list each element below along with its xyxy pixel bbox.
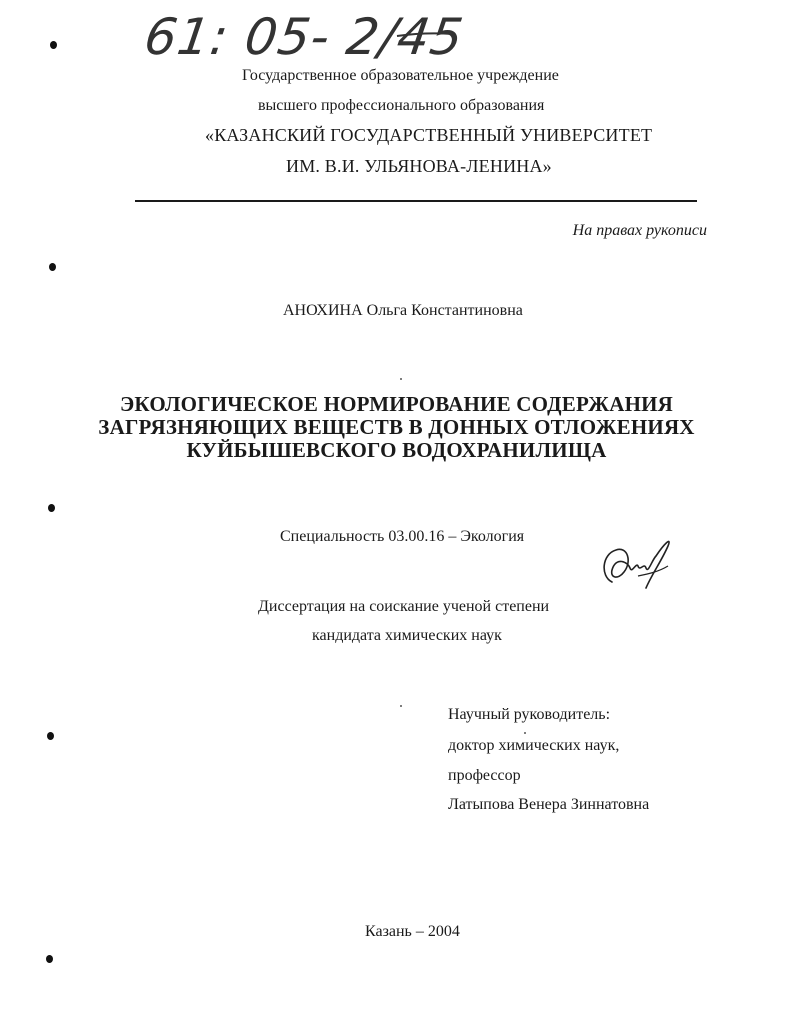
specialty: Специальность 03.00.16 – Экология bbox=[280, 528, 525, 545]
supervisor-degree: доктор химических наук, bbox=[448, 737, 620, 754]
scan-speck bbox=[524, 732, 526, 734]
handwritten-underline-stroke bbox=[395, 30, 455, 52]
binding-hole-mark bbox=[46, 955, 53, 963]
author-name: АНОХИНА Ольга Константиновна bbox=[283, 302, 523, 319]
binding-hole-mark bbox=[48, 504, 55, 512]
place-and-year: Казань – 2004 bbox=[365, 923, 460, 940]
dissertation-title-line-3: КУЙБЫШЕВСКОГО ВОДОХРАНИЛИЩА bbox=[186, 438, 607, 462]
binding-hole-mark bbox=[49, 263, 56, 271]
scan-speck bbox=[400, 378, 402, 380]
institution-line-1: Государственное образовательное учреждение bbox=[242, 67, 559, 84]
dissertation-line-2: кандидата химических наук bbox=[312, 627, 502, 644]
manuscript-note: На правах рукописи bbox=[572, 222, 707, 239]
supervisor-label: Научный руководитель: bbox=[448, 706, 611, 723]
header-divider bbox=[135, 200, 697, 202]
dissertation-title-line-1: ЭКОЛОГИЧЕСКОЕ НОРМИРОВАНИЕ СОДЕРЖАНИЯ bbox=[119, 392, 674, 416]
handwritten-archive-code: 61: 05- 2/45 bbox=[140, 8, 468, 66]
binding-hole-mark bbox=[47, 732, 54, 740]
institution-line-3: «КАЗАНСКИЙ ГОСУДАРСТВЕННЫЙ УНИВЕРСИТЕТ bbox=[205, 125, 653, 145]
dissertation-title-line-2: ЗАГРЯЗНЯЮЩИХ ВЕЩЕСТВ В ДОННЫХ ОТЛОЖЕНИЯХ bbox=[98, 415, 695, 439]
binding-hole-mark bbox=[50, 41, 57, 49]
signature-mark bbox=[598, 532, 676, 594]
institution-line-4: ИМ. В.И. УЛЬЯНОВА-ЛЕНИНА» bbox=[286, 156, 552, 176]
dissertation-line-1: Диссертация на соискание ученой степени bbox=[258, 598, 550, 615]
supervisor-name: Латыпова Венера Зиннатовна bbox=[448, 796, 650, 813]
supervisor-rank: профессор bbox=[448, 767, 521, 784]
scan-speck bbox=[400, 705, 402, 707]
institution-line-2: высшего профессионального образования bbox=[258, 97, 545, 114]
